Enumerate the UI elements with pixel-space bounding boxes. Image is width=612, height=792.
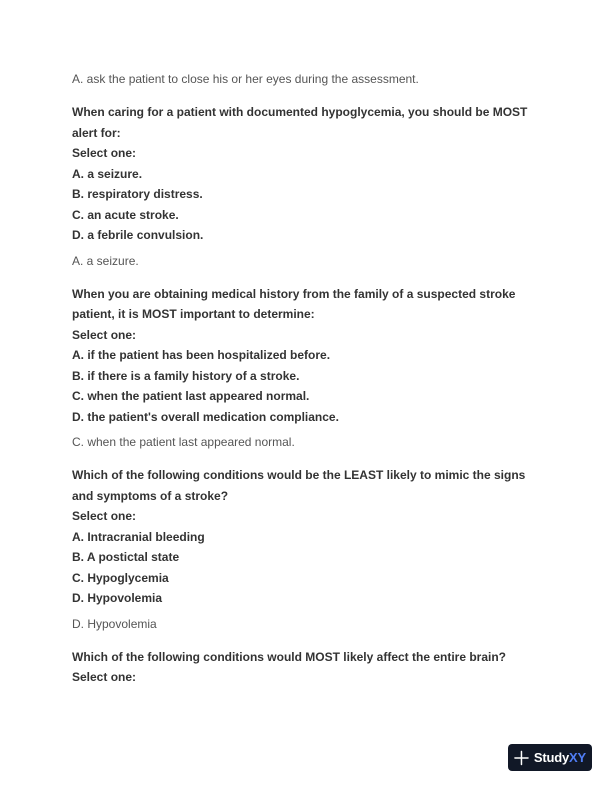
question-block	[72, 284, 540, 428]
question-text: Which of the following conditions would MOST likely affect the entire brain?	[72, 649, 507, 664]
select-one-label: Select one:	[72, 327, 137, 342]
question-text: Which of the following conditions would be the LEAST likely to mimic the signs and symptoms of a stroke?	[72, 468, 526, 503]
question-block	[72, 465, 540, 609]
option-item: B. respiratory distress.	[72, 187, 203, 201]
select-one-label: Select one:	[72, 146, 137, 160]
option-item: B. A postictal state	[72, 550, 180, 564]
option-item: B. if there is a family history of a stroke.	[72, 368, 300, 383]
option-item: D. Hypovolemia	[72, 591, 163, 605]
option-item: D. a febrile convulsion.	[72, 228, 204, 242]
question-text: When caring for a patient with documented hypoglycemia, you should be MOST alert for:	[72, 105, 528, 140]
studyxy-badge[interactable]	[508, 744, 592, 771]
answer-text: C. when the patient last appeared normal.	[72, 435, 295, 449]
option-item: A. a seizure.	[72, 166, 143, 181]
options-list	[72, 527, 540, 609]
option-item: C. when the patient last appeared normal.	[72, 389, 310, 403]
brand-main: Study	[533, 750, 570, 765]
select-one-label: Select one:	[72, 509, 137, 523]
answer-text: D. Hypovolemia	[72, 616, 157, 631]
document-body	[72, 70, 540, 694]
option-item: C. Hypoglycemia	[72, 570, 169, 585]
option-item: D. the patient's overall medication compliance.	[72, 409, 339, 424]
answer-text: A. a seizure.	[72, 253, 139, 268]
option-item: C. an acute stroke.	[72, 207, 179, 222]
question-text: When you are obtaining medical history from the family of a suspected stroke patient, it is MOST important to determine:	[72, 286, 516, 321]
option-item: A. if the patient has been hospitalized before.	[72, 348, 331, 362]
option-item: A. Intracranial bleeding	[72, 529, 205, 544]
plus-icon	[514, 750, 529, 766]
brand-name	[534, 750, 586, 765]
select-one-label: Select one:	[72, 670, 137, 684]
answer-text: A. ask the patient to close his or her eyes during the assessment.	[72, 72, 419, 86]
brand-accent: XY	[569, 750, 586, 765]
options-list	[72, 345, 540, 427]
question-block	[72, 647, 540, 688]
question-block	[72, 102, 540, 246]
options-list	[72, 164, 540, 246]
